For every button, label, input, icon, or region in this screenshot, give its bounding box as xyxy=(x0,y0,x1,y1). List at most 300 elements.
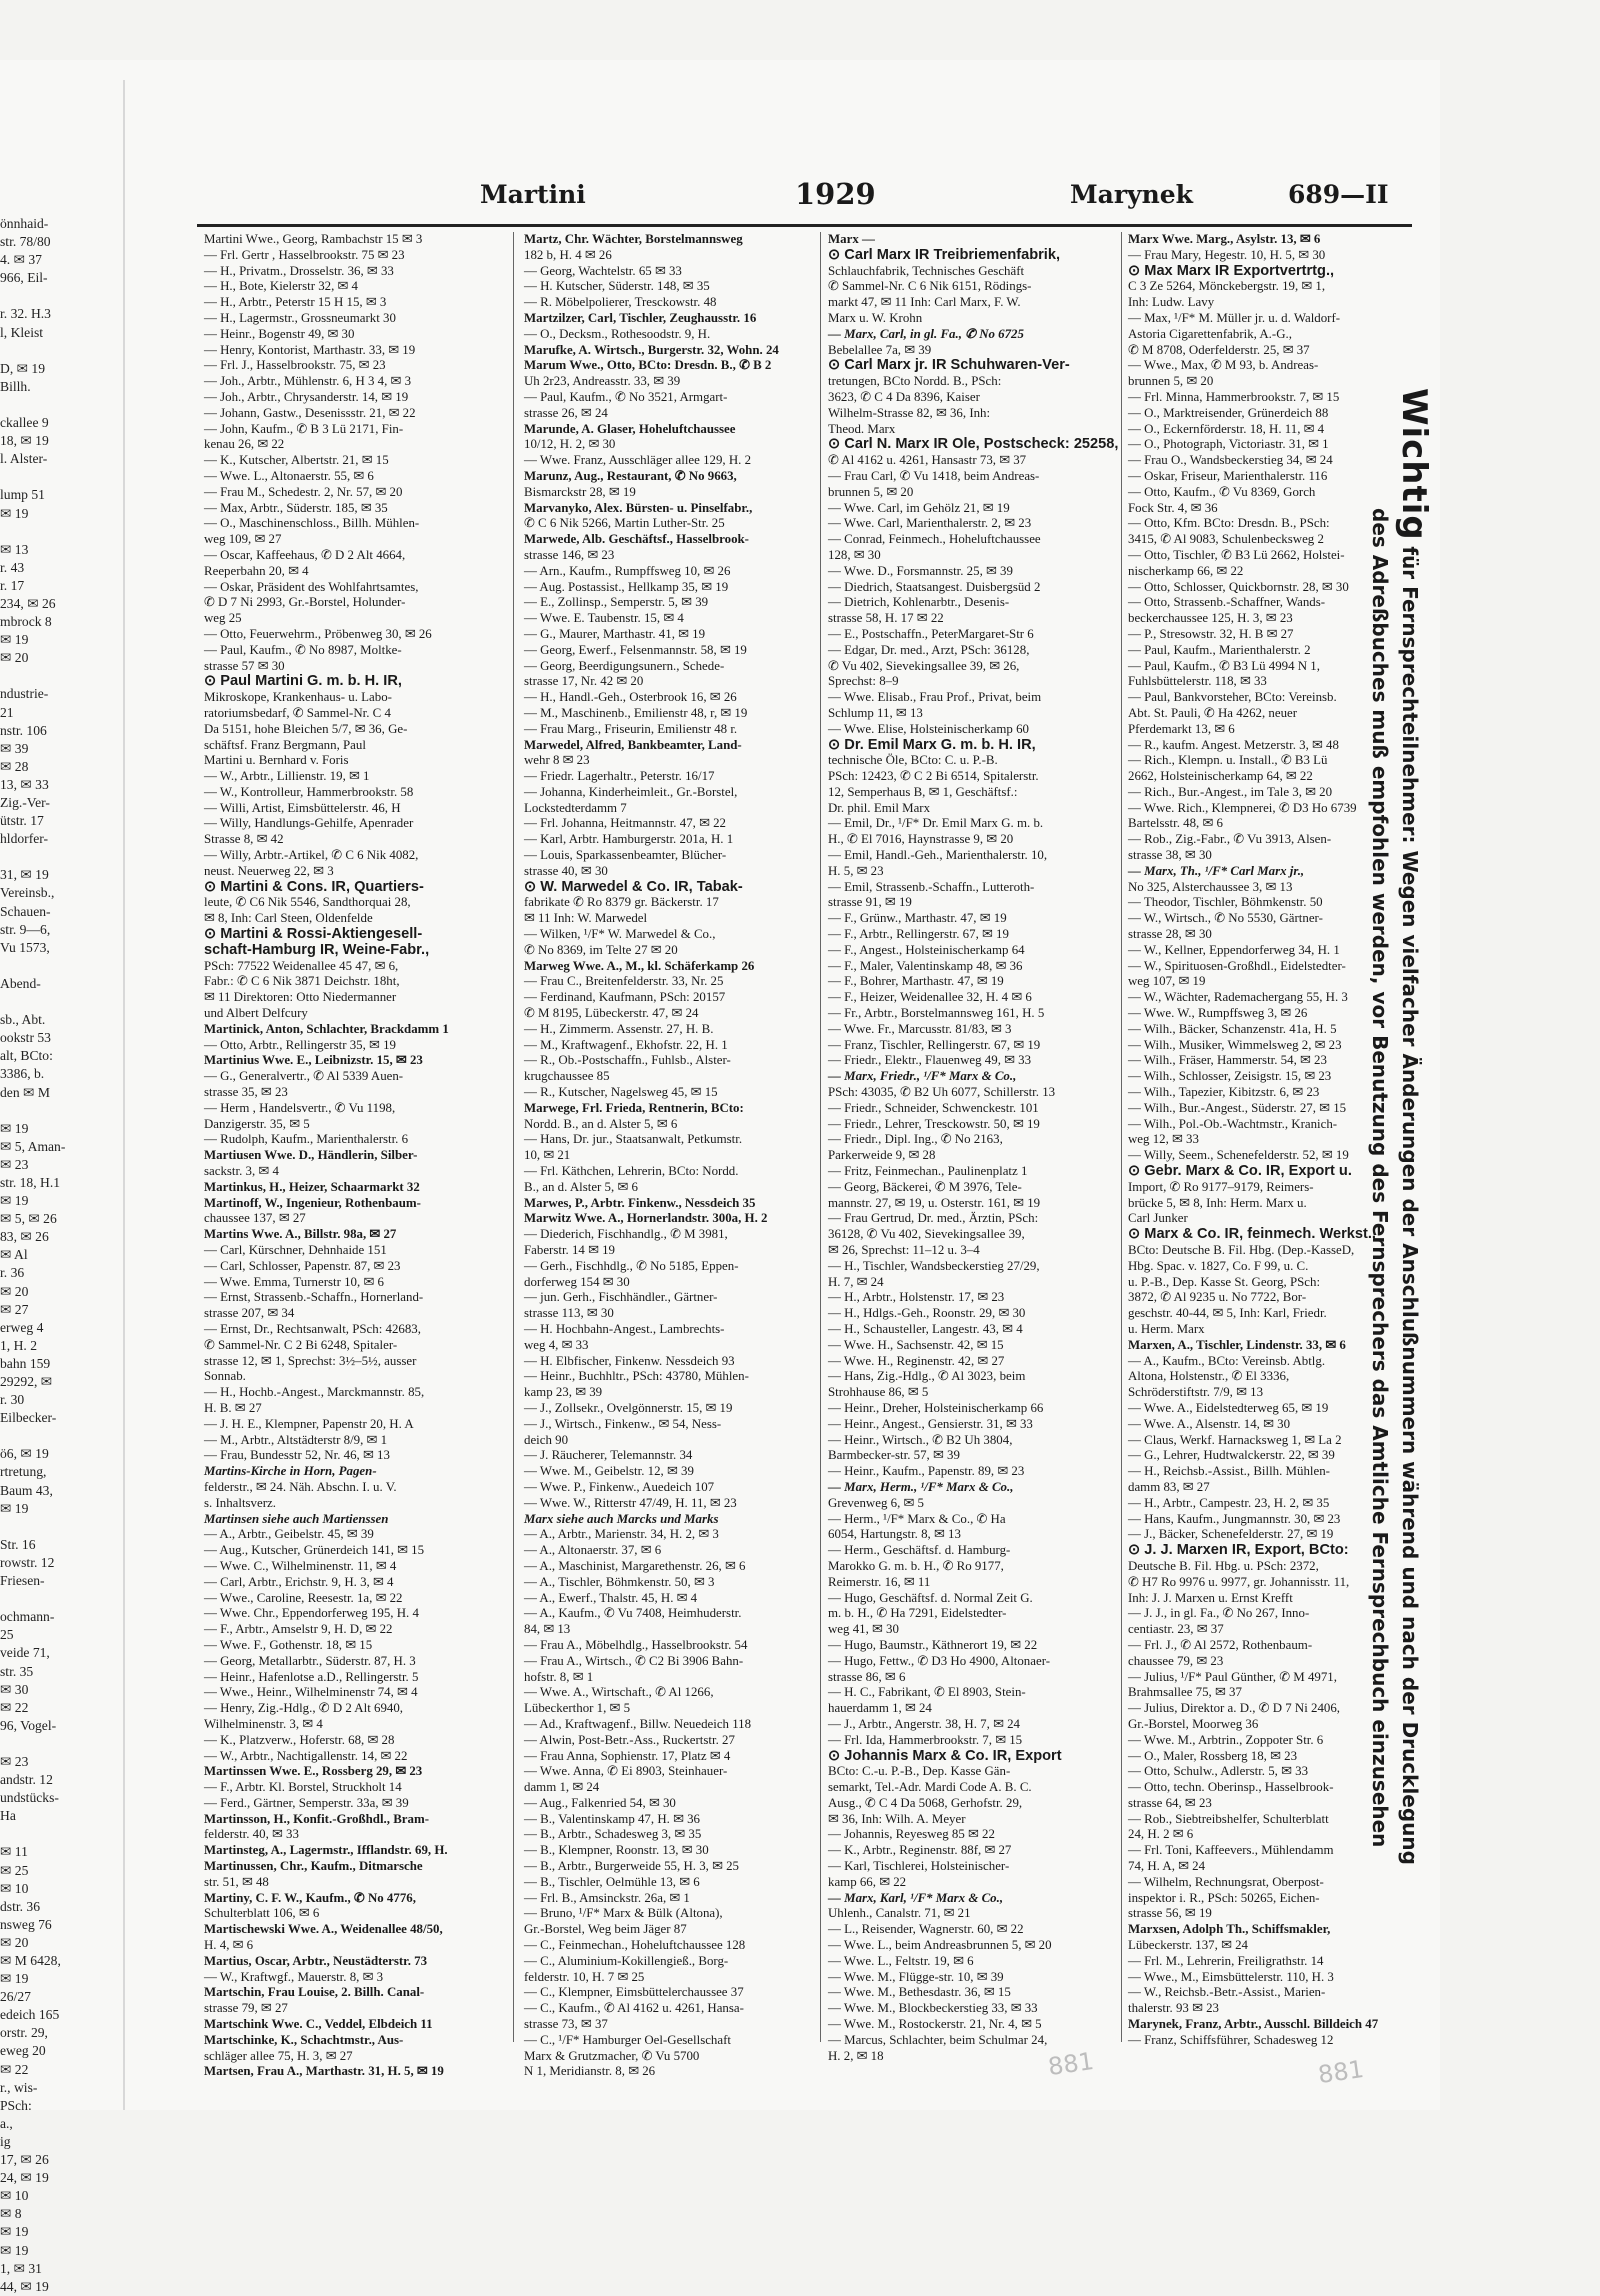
entry-heading: Martinsen siehe auch Martienssen xyxy=(204,1511,389,1526)
entry-line: Astoria Cigarettenfabrik, A.-G., xyxy=(1128,326,1292,341)
entry-line: — Dietrich, Kohlenarbtr., Desenis- xyxy=(828,595,1010,610)
fragment-line xyxy=(0,1102,62,1120)
entry-line: — Conrad, Feinmech., Hoheluftchaussee xyxy=(828,532,1041,547)
entry-line: — P., Stresowstr. 32, H. B ✉ 27 xyxy=(1128,626,1294,641)
side-notice-heading: Wichtig xyxy=(1394,388,1434,541)
entry-line: — Carl, Kürschner, Dehnhaide 151 xyxy=(204,1243,387,1257)
entry-line: — C., Kaufm., ✆ Al 4162 u. 4261, Hansa- xyxy=(524,2001,744,2016)
entry-line: — Heinr., Bogenstr 49, ✉ 30 xyxy=(204,326,355,341)
entry-line: — Frau C., Breitenfelderstr. 33, Nr. 25 xyxy=(524,974,724,989)
entry-line: — G., Maurer, Marthastr. 41, ✉ 19 xyxy=(524,626,706,641)
entry-line: — Wwe. Fr., Marcusstr. 81/83, ✉ 3 xyxy=(828,1021,1012,1036)
entry-line: strasse 64, ✉ 23 xyxy=(1128,1795,1212,1810)
fragment-line xyxy=(0,468,62,486)
column-divider xyxy=(513,232,514,2042)
entry-heading: ⊙ Gebr. Marx & Co. IR, Export u. xyxy=(1128,1163,1352,1180)
fragment-line: ✉ 19 xyxy=(0,1500,29,1516)
fragment-line: ✉ 39 xyxy=(0,740,29,756)
entry-line: schäftsf. Franz Bergmann, Paul xyxy=(204,737,366,752)
entry-line: — Rob., Zig.-Fabr., ✆ Vu 3913, Alsen- xyxy=(1128,832,1332,847)
entry-line: — H., Arbtr., Campestr. 23, H. 2, ✉ 35 xyxy=(1128,1495,1330,1510)
entry-line: neust. Neuerweg 22, ✉ 3 xyxy=(204,863,334,878)
entry-line: markt 47, ✉ 11 Inh: Carl Marx, F. W. xyxy=(828,295,1021,310)
entry-line: — K., Kutscher, Albertstr. 21, ✉ 15 xyxy=(204,453,389,468)
fragment-line: r., wis- xyxy=(0,2079,38,2095)
fragment-line xyxy=(0,1735,62,1753)
entry-line: chaussee 79, ✉ 23 xyxy=(1128,1653,1224,1668)
entry-line: brücke 5, ✉ 8, Inh: Herm. Marx u. xyxy=(1128,1195,1307,1210)
entry-line: — Heinr., Kaufm., Papenstr. 89, ✉ 23 xyxy=(828,1464,1025,1479)
fragment-line: r. 30 xyxy=(0,1392,25,1408)
entry-line: — Frl. Käthchen, Lehrerin, BCto: Nordd. xyxy=(524,1164,739,1179)
entry-line: — J. H. E., Klempner, Papenstr 20, H. A xyxy=(204,1416,414,1431)
entry-line: beckerchaussee 125, H. 3, ✉ 23 xyxy=(1128,611,1293,626)
entry-line: 128, ✉ 30 xyxy=(828,547,881,562)
fragment-line: Ha xyxy=(0,1808,16,1824)
entry-line: fabrikate ✆ Ro 8379 gr. Bäckerstr. 17 xyxy=(524,895,719,910)
entry-line: — Gerh., Fischhdlg., ✆ No 5185, Eppen- xyxy=(524,1258,739,1273)
entry-line: Sonnab. xyxy=(204,1369,246,1384)
fragment-line: ndustrie- xyxy=(0,686,49,702)
entry-line: — Wwe. A., Wirtschaft., ✆ Al 1266, xyxy=(524,1685,714,1700)
entry-line: Ausg., ✆ C 4 Da 5068, Gerhofstr. 29, xyxy=(828,1795,1023,1810)
entry-line: ✆ Sammel-Nr. C 2 Bi 6248, Spitaler- xyxy=(204,1337,398,1352)
entry-line: ✉ 8, Inh: Carl Steen, Oldenfelde xyxy=(204,911,373,926)
entry-line: — R. Möbelpolierer, Tresckowstr. 48 xyxy=(524,295,717,310)
entry-line: 84, ✉ 13 xyxy=(524,1622,571,1637)
entry-heading: Martschink Wwe. C., Veddel, Elbdeich 11 xyxy=(204,2017,433,2032)
fragment-line: ütstr. 17 xyxy=(0,813,44,829)
entry-line: ✉ 26, Sprechst: 11–12 u. 3–4 xyxy=(828,1243,980,1257)
entry-line: — Heinr., Hafenlotse a.D., Rellingerstr. 5 xyxy=(204,1669,419,1684)
entry-line: — Hugo, Fettw., ✆ D3 Ho 4900, Altonaer- xyxy=(828,1653,1051,1668)
fragment-line: andstr. 12 xyxy=(0,1772,53,1788)
entry-line: kenau 26, ✉ 22 xyxy=(204,437,285,452)
entry-line: tretungen, BCto Nordd. B., PSch: xyxy=(828,374,1002,389)
entry-heading: Martinius Wwe. E., Leibnizstr. 15, ✉ 23 xyxy=(204,1053,423,1068)
fragment-line: 26/27 xyxy=(0,1989,31,2005)
entry-line: ✆ H7 Ro 9976 u. 9977, gr. Johannisstr. 11, xyxy=(1128,1574,1350,1589)
fragment-line: r. 43 xyxy=(0,559,25,575)
entry-line: — Oscar, Kaffeehaus, ✆ D 2 Alt 4664, xyxy=(204,547,406,562)
entry-line: — Otto, techn. Oberinsp., Hasselbrook- xyxy=(1128,1780,1334,1795)
entry-line: — A., Maschinist, Margarethenstr. 26, ✉ 6 xyxy=(524,1558,746,1573)
entry-line: — O., Decksm., Rothesoodstr. 9, H. xyxy=(524,326,711,341)
fragment-line xyxy=(0,287,62,305)
entry-line: — B., Arbtr., Schadesweg 3, ✉ 35 xyxy=(524,1827,702,1842)
entry-heading: — Marx, Herm., ¹/F* Marx & Co., xyxy=(828,1479,1014,1494)
entry-line: — Otto, Kfm. BCto: Dresdn. B., PSch: xyxy=(1128,516,1330,531)
entry-line: Dr. phil. Emil Marx xyxy=(828,800,931,815)
entry-line: Danzigerstr. 35, ✉ 5 xyxy=(204,1116,310,1131)
entry-line: — Wilh., Bäcker, Schanzenstr. 41a, H. 5 xyxy=(1128,1021,1337,1036)
entry-line: — Frl. J., ✆ Al 2572, Rothenbaum- xyxy=(1128,1637,1313,1652)
entry-line: — Wwe. Elise, Holsteinischerkamp 60 xyxy=(828,721,1029,736)
entry-line: — Frl. Gertr , Hasselbrookstr. 75 ✉ 23 xyxy=(204,247,405,262)
entry-line: — Oskar, Friseur, Marienthalerstr. 116 xyxy=(1128,468,1328,483)
entry-line: — Marcus, Schlachter, beim Schulmar 24, xyxy=(828,2032,1048,2047)
entry-line: weg 4, ✉ 33 xyxy=(524,1337,589,1352)
entry-line: — Henry, Zig.-Hdlg., ✆ D 2 Alt 6940, xyxy=(204,1701,404,1716)
entry-line: Da 5151, hohe Bleichen 5/7, ✉ 36, Ge- xyxy=(204,721,408,736)
fragment-line: ckallee 9 xyxy=(0,415,49,431)
fragment-line: 1, H. 2 xyxy=(0,1337,38,1353)
entry-line: mannstr. 27, ✉ 19, u. Osterstr. 161, ✉ 19 xyxy=(828,1195,1041,1210)
fragment-line: ✉ 5, Aman- xyxy=(0,1138,66,1154)
entry-line: — Fr., Arbtr., Borstelmannsweg 161, H. 5 xyxy=(828,1006,1045,1021)
entry-line: — Friedr., Dipl. Ing., ✆ No 2163, xyxy=(828,1132,1003,1147)
entry-line: strasse 38, ✉ 30 xyxy=(1128,848,1212,863)
entry-line: strasse 146, ✉ 23 xyxy=(524,547,615,562)
entry-line: — Carl, Schlosser, Papenstr. 87, ✉ 23 xyxy=(204,1258,401,1273)
entry-line: — H., Privatm., Drosselstr. 36, ✉ 33 xyxy=(204,263,394,278)
fragment-line: 96, Vogel- xyxy=(0,1717,57,1733)
entry-line: — Johanna, Kinderheimleit., Gr.-Borstel, xyxy=(524,784,738,799)
entry-line: Strasse 8, ✉ 42 xyxy=(204,832,284,847)
entry-line: m. b. H., ✆ Ha 7291, Eidelstedter- xyxy=(828,1606,1007,1621)
fragment-line: 24, ✉ 19 xyxy=(0,2170,49,2186)
entry-heading: — Marx, Friedr., ¹/F* Marx & Co., xyxy=(828,1069,1017,1084)
fragment-line: 13, ✉ 33 xyxy=(0,776,49,792)
entry-line: Deutsche B. Fil. Hbg. u. PSch: 2372, xyxy=(1128,1558,1319,1573)
entry-line: — A., Arbtr., Geibelstr. 45, ✉ 39 xyxy=(204,1527,374,1542)
entry-line: PSch: 12423, ✆ C 2 Bi 6514, Spitalerstr. xyxy=(828,769,1039,784)
entry-heading: Martinsteg, A., Lagermstr., Ifflandstr. 69, H. xyxy=(204,1843,448,1858)
entry-line: strasse 86, ✉ 6 xyxy=(828,1669,906,1684)
entry-line: — Otto, Arbtr., Rellingerstr 35, ✉ 19 xyxy=(204,1037,396,1052)
fragment-line: erweg 4 xyxy=(0,1319,44,1335)
entry-line: 36128, ✆ Vu 402, Sievekingsallee 39, xyxy=(828,1227,1025,1242)
entry-line: nischerkamp 66, ✉ 22 xyxy=(1128,563,1244,578)
entry-line: u. P.-B., Dep. Kasse St. Georg, PSch: xyxy=(1128,1274,1321,1289)
entry-line: — Frau M., Schedestr. 2, Nr. 57, ✉ 20 xyxy=(204,484,403,499)
entry-line: Martini u. Bernhard v. Foris xyxy=(204,753,349,768)
entry-line: — B., Arbtr., Burgerweide 55, H. 3, ✉ 25 xyxy=(524,1859,740,1874)
entry-line: — Hugo, Geschäftsf. d. Normal Zeit G. xyxy=(828,1590,1033,1605)
fragment-line: ✉ 19 xyxy=(0,1971,29,1987)
entry-line: — Franz, Tischler, Rellingerstr. 67, ✉ 19 xyxy=(828,1037,1041,1052)
entry-line: Martini Wwe., Georg, Rambachstr 15 ✉ 3 xyxy=(204,232,423,246)
entry-line: PSch: 43035, ✆ B2 Uh 6077, Schillerstr. 13 xyxy=(828,1085,1056,1100)
entry-line: — Georg, Ewerf., Felsenmannstr. 58, ✉ 19 xyxy=(524,642,747,657)
directory-column-2 xyxy=(524,232,779,2079)
entry-line: — A., Ewerf., Thalstr. 45, H. ✉ 4 xyxy=(524,1590,698,1605)
entry-line: ✉ 11 Direktoren: Otto Niedermanner xyxy=(204,990,397,1005)
fragment-line: ✉ 28 xyxy=(0,758,29,774)
entry-line: Grevenweg 6, ✉ 5 xyxy=(828,1495,924,1510)
entry-line: — F., Arbtr., Amselstr 9, H. D, ✉ 22 xyxy=(204,1622,393,1637)
fragment-line: 29292, ✉ xyxy=(0,1374,53,1389)
entry-heading: Marwedel, Alfred, Bankbeamter, Land- xyxy=(524,737,742,752)
entry-line: — O., Maschinenschloss., Billh. Mühlen- xyxy=(204,516,420,531)
fragment-line: edeich 165 xyxy=(0,2007,60,2023)
entry-line: — W., Kontrolleur, Hammerbrookstr. 58 xyxy=(204,784,414,799)
entry-line: — Frau O., Wandsbeckerstieg 34, ✉ 24 xyxy=(1128,453,1333,468)
entry-line: 2662, Holsteinischerkamp 64, ✉ 22 xyxy=(1128,769,1313,784)
entry-line: — A., Arbtr., Marienstr. 34, H. 2, ✉ 3 xyxy=(524,1527,719,1542)
fragment-line: mbrock 8 xyxy=(0,614,52,630)
entry-heading: ⊙ Carl Marx jr. IR Schuhwaren-Ver- xyxy=(828,357,1070,374)
entry-line: Altona, Holstenstr., ✆ El 3336, xyxy=(1128,1369,1290,1384)
entry-heading: Martzilzer, Carl, Tischler, Zeughausstr. 16 xyxy=(524,310,757,325)
entry-line: Abt. St. Pauli, ✆ Ha 4262, neuer xyxy=(1128,705,1298,720)
entry-line: — Rich., Klempn. u. Install., ✆ B3 Lü xyxy=(1128,753,1328,768)
fragment-line: ö6, ✉ 19 xyxy=(0,1446,49,1462)
entry-heading: Marynek, Franz, Arbtr., Ausschl. Billdeich 47 xyxy=(1128,2017,1379,2032)
entry-heading: ⊙ Marx & Co. IR, feinmech. Werkst., xyxy=(1128,1226,1376,1243)
entry-line: Marx & Grutzmacher, ✆ Vu 5700 xyxy=(524,2048,700,2063)
entry-line: — Georg, Wachtelstr. 65 ✉ 33 xyxy=(524,263,682,278)
entry-line: — J., Zollsekr., Ovelgönnerstr. 15, ✉ 19 xyxy=(524,1400,733,1415)
fragment-line: r. 36 xyxy=(0,1265,25,1281)
entry-line: — Wwe. H., Sachsenstr. 42, ✉ 15 xyxy=(828,1337,1004,1352)
entry-line: ✆ Vu 402, Sievekingsallee 39, ✉ 26, xyxy=(828,658,1020,673)
entry-line: Wilhelminenstr. 3, ✉ 4 xyxy=(204,1716,323,1731)
entry-line: — Paul, Kaufm., ✆ No 8987, Moltke- xyxy=(204,642,402,657)
entry-line: — Wilh., Musiker, Wimmelsweg 2, ✉ 23 xyxy=(1128,1037,1342,1052)
entry-line: — Otto, Kaufm., ✆ Vu 8369, Gorch xyxy=(1128,484,1316,499)
entry-line: Gr.-Borstel, Moorweg 36 xyxy=(1128,1716,1259,1731)
entry-line: Strohhause 86, ✉ 5 xyxy=(828,1385,929,1400)
fragment-line: lump 51 xyxy=(0,487,45,503)
side-notice xyxy=(1368,388,1434,1978)
entry-line: — Wwe. P., Finkenw., Auedeich 107 xyxy=(524,1479,715,1494)
entry-line: H., ✆ El 7016, Haynstrasse 9, ✉ 20 xyxy=(828,832,1014,847)
entry-line: Inh: Ludw. Lavy xyxy=(1128,295,1215,310)
header-rule xyxy=(197,224,1412,227)
entry-line: brunnen 5, ✉ 20 xyxy=(828,484,914,499)
entry-line: — Karl, Arbtr. Hamburgerstr. 201a, H. 1 xyxy=(524,832,734,847)
entry-line: — H., Zimmerm. Assenstr. 27, H. B. xyxy=(524,1021,714,1036)
entry-line: — Heinr., Buchhltr., PSch: 43780, Mühlen- xyxy=(524,1369,749,1384)
entry-line: — Frau Mary, Hegestr. 10, H. 5, ✉ 30 xyxy=(1128,247,1326,262)
entry-heading: ⊙ Max Marx IR Exportvertrtg., xyxy=(1128,262,1335,279)
entry-heading: schaft-Hamburg IR, Weine-Fabr., xyxy=(204,941,430,958)
fragment-line xyxy=(0,342,62,360)
entry-line: — L., Reisender, Wagnerstr. 60, ✉ 22 xyxy=(828,1922,1024,1937)
entry-line: — Wwe., M., Eimsbüttelerstr. 110, H. 3 xyxy=(1128,1969,1334,1984)
entry-line: — A., Kaufm., BCto: Vereinsb. Abtlg. xyxy=(1128,1353,1326,1368)
entry-line: und Albert Delfcury xyxy=(204,1006,308,1021)
fragment-line: ✉ 20 xyxy=(0,1934,29,1950)
entry-line: — Friedr., Lehrer, Tresckowstr. 50, ✉ 19 xyxy=(828,1116,1040,1131)
entry-line: Uh 2r23, Andreasstr. 33, ✉ 39 xyxy=(524,374,681,389)
fragment-line xyxy=(0,957,62,975)
entry-line: — Joh., Arbtr., Chrysanderstr. 14, ✉ 19 xyxy=(204,389,409,404)
entry-line: weg 25 xyxy=(204,611,242,626)
fragment-line: PSch: xyxy=(0,2097,32,2113)
fragment-line: ochmann- xyxy=(0,1609,55,1625)
entry-line: — Georg, Metallarbtr., Süderstr. 87, H. 3 xyxy=(204,1653,416,1668)
fragment-line: ookstr 53 xyxy=(0,1030,51,1046)
entry-line: kamp 66, ✉ 22 xyxy=(828,1874,907,1889)
entry-heading: ⊙ Johannis Marx & Co. IR, Export xyxy=(828,1747,1062,1764)
entry-line: — Wwe. F., Gothenstr. 18, ✉ 15 xyxy=(204,1637,373,1652)
entry-line: — Wwe. M., Bethesdastr. 36, ✉ 15 xyxy=(828,1985,1011,2000)
entry-heading: Marunde, A. Glaser, Hoheluftchaussee xyxy=(524,421,736,436)
entry-line: Parkerweide 9, ✉ 28 xyxy=(828,1148,936,1163)
fragment-line: ✉ Al xyxy=(0,1247,28,1263)
page-header xyxy=(190,177,1410,220)
fragment-line: Vereinsb., xyxy=(0,885,55,901)
fragment-line: nstr. 106 xyxy=(0,722,47,738)
entry-line: — Aug. Postassist., Hellkamp 35, ✉ 19 xyxy=(524,579,729,594)
entry-heading: Martiny, C. F. W., Kaufm., ✆ No 4776, xyxy=(204,1890,416,1905)
entry-line: H. 4, ✉ 6 xyxy=(204,1938,254,1953)
entry-line: — F., Arbtr. Kl. Borstel, Struckholt 14 xyxy=(204,1780,402,1795)
entry-line: damm 1, ✉ 24 xyxy=(524,1780,600,1795)
entry-line: — Wwe. M., Flügge-str. 10, ✉ 39 xyxy=(828,1969,1004,1984)
entry-line: — H., Tischler, Wandsbeckerstieg 27/29, xyxy=(828,1258,1040,1273)
entry-line: — Wwe. E. Taubenstr. 15, ✉ 4 xyxy=(524,611,684,626)
fragment-line: eweg 20 xyxy=(0,2043,46,2059)
fragment-line: Schauen- xyxy=(0,903,51,919)
entry-line: — Wwe. M., Rostockerstr. 21, Nr. 4, ✉ 5 xyxy=(828,2017,1042,2032)
entry-line: Bebelallee 7a, ✉ 39 xyxy=(828,342,932,357)
fragment-line xyxy=(0,1825,62,1843)
entry-line: — B., Klempner, Roonstr. 13, ✉ 30 xyxy=(524,1843,709,1858)
fragment-line: ✉ 10 xyxy=(0,1880,29,1896)
entry-line: — Wilhelm, Rechnungsrat, Oberpost- xyxy=(1128,1874,1324,1889)
entry-line: — Ferdinand, Kaufmann, PSch: 20157 xyxy=(524,990,726,1005)
directory-column-1 xyxy=(204,232,456,2079)
entry-line: — Alwin, Post-Betr.-Ass., Ruckertstr. 27 xyxy=(524,1732,735,1747)
fragment-line: önnhaid- xyxy=(0,216,49,231)
entry-line: — Rob., Siebtreibshelfer, Schulterblatt xyxy=(1128,1811,1329,1826)
entry-heading: Martinick, Anton, Schlachter, Brackdamm 1 xyxy=(204,1021,449,1036)
entry-line: — C., Feinmechan., Hoheluftchaussee 128 xyxy=(524,1938,746,1953)
entry-line: — Paul, Bankvorsteher, BCto: Vereinsb. xyxy=(1128,690,1337,705)
entry-line: — Otto, Feuerwehrm., Pröbenweg 30, ✉ 26 xyxy=(204,626,432,641)
entry-line: — J. J., in gl. Fa., ✆ No 267, Inno- xyxy=(1128,1606,1310,1621)
fragment-line: 25 xyxy=(0,1627,14,1643)
entry-line: 182 b, H. 4 ✉ 26 xyxy=(524,247,612,262)
entry-line: Schröderstiftstr. 7/9, ✉ 13 xyxy=(1128,1385,1264,1400)
entry-heading: Marunz, Aug., Restaurant, ✆ No 9663, xyxy=(524,468,737,483)
entry-line: — Friedr., Elektr., Flauenweg 49, ✉ 33 xyxy=(828,1053,1032,1068)
entry-line: — Paul, Kaufm., Marienthalerstr. 2 xyxy=(1128,642,1311,657)
entry-line: — Wwe. A., Alsenstr. 14, ✉ 30 xyxy=(1128,1416,1291,1431)
entry-line: Schlauchfabrik, Technisches Geschäft xyxy=(828,263,1025,278)
entry-heading: Marx — xyxy=(828,232,875,246)
entry-line: Barmbecker-str. 57, ✉ 39 xyxy=(828,1448,960,1463)
fragment-line: r. 17 xyxy=(0,577,25,593)
entry-line: B., an d. Alster 5, ✉ 6 xyxy=(524,1179,638,1194)
entry-line: strasse 12, ✉ 1, Sprechst: 3½–5½, ausser xyxy=(204,1353,417,1368)
entry-line: — B., Tischler, Oelmühle 13, ✉ 6 xyxy=(524,1874,700,1889)
entry-line: leute, ✆ C6 Nik 5546, Sandthorquai 28, xyxy=(204,895,411,910)
entry-line: — Wwe. L., Altonaerstr. 55, ✉ 6 xyxy=(204,468,374,483)
header-page-number: 689—II xyxy=(1288,180,1389,209)
entry-line: C 3 Ze 5264, Mönckebergstr. 19, ✉ 1, xyxy=(1128,279,1326,294)
fragment-line: str. 78/80 xyxy=(0,234,51,250)
entry-line: — W., Wächter, Rademachergang 55, H. 3 xyxy=(1128,990,1348,1005)
entry-line: ✉ 11 Inh: W. Marwedel xyxy=(524,911,648,926)
entry-line: Reeperbahn 20, ✉ 4 xyxy=(204,563,309,578)
entry-line: — H., Handl.-Geh., Osterbrook 16, ✉ 26 xyxy=(524,690,737,705)
entry-line: — H., Arbtr., Holstenstr. 17, ✉ 23 xyxy=(828,1290,1005,1305)
fragment-line: alt, BCto: xyxy=(0,1048,53,1064)
entry-line: felderstr. 10, H. 7 ✉ 25 xyxy=(524,1969,645,1984)
entry-line: deich 90 xyxy=(524,1432,569,1447)
entry-line: — H., Schausteller, Langestr. 43, ✉ 4 xyxy=(828,1321,1023,1336)
entry-line: — C., Klempner, Eimsbüttelerchaussee 37 xyxy=(524,1985,744,2000)
entry-line: — Julius, ¹/F* Paul Günther, ✆ M 4971, xyxy=(1128,1669,1337,1684)
header-year: 1929 xyxy=(795,177,876,211)
fragment-line: l. Alster- xyxy=(0,451,48,467)
entry-line: — Wilh., Schlosser, Zeisigstr. 15, ✉ 23 xyxy=(1128,1069,1332,1084)
fragment-line: 4. ✉ 37 xyxy=(0,252,42,268)
entry-line: brunnen 5, ✉ 20 xyxy=(1128,374,1214,389)
entry-line: — Friedr., Schneider, Schwenckestr. 101 xyxy=(828,1100,1039,1115)
entry-line: — F., Heizer, Weidenallee 32, H. 4 ✉ 6 xyxy=(828,990,1032,1005)
entry-line: felderstr., ✉ 24. Näh. Abschn. I. u. V. xyxy=(204,1479,397,1494)
fragment-line: 3386, b. xyxy=(0,1066,45,1082)
entry-line: — Frau Anna, Sophienstr. 17, Platz ✉ 4 xyxy=(524,1748,731,1763)
entry-line: — O., Marktreisender, Grünerdeich 88 xyxy=(1128,405,1329,420)
entry-heading: ⊙ Carl Marx IR Treibriemenfabrik, xyxy=(828,246,1061,263)
fragment-line: ✉ 19 xyxy=(0,2242,29,2258)
entry-line: str. 51, ✉ 48 xyxy=(204,1874,269,1889)
entry-line: strasse 91, ✉ 19 xyxy=(828,895,912,910)
fragment-line: 1, ✉ 31 xyxy=(0,2260,42,2276)
fragment-line: 83, ✉ 26 xyxy=(0,1229,49,1245)
entry-line: 74, H. A, ✉ 24 xyxy=(1128,1859,1206,1874)
entry-line: 12, Semperhaus B, ✉ 1, Geschäftsf.: xyxy=(828,784,1018,799)
entry-line: technische Öle, BCto: C. u. P.-B. xyxy=(828,753,998,768)
entry-line: ✆ Sammel-Nr. C 6 Nik 6151, Rödings- xyxy=(828,279,1032,294)
fragment-line xyxy=(0,1518,62,1536)
fragment-line: ✉ 8 xyxy=(0,2206,22,2222)
entry-line: weg 41, ✉ 30 xyxy=(828,1622,899,1637)
fragment-line xyxy=(0,667,62,685)
entry-line: — Henry, Kontorist, Marthastr. 33, ✉ 19 xyxy=(204,342,416,357)
entry-line: — Hans, Dr. jur., Staatsanwalt, Petkumstr. xyxy=(524,1132,743,1147)
entry-line: krugchaussee 85 xyxy=(524,1069,610,1084)
fragment-line: 966, Eil- xyxy=(0,270,48,286)
entry-line: Marokko G. m. b. H., ✆ Ro 9177, xyxy=(828,1558,1004,1573)
fragment-line: rowstr. 12 xyxy=(0,1554,55,1570)
entry-line: s. Inhaltsverz. xyxy=(204,1495,276,1510)
entry-heading: Martius, Oscar, Arbtr., Neustädterstr. 73 xyxy=(204,1953,428,1968)
fragment-line: den ✉ M xyxy=(0,1084,50,1100)
entry-heading: Marx siehe auch Marcks und Marks xyxy=(524,1511,719,1526)
column-divider xyxy=(1121,232,1122,2042)
entry-line: — Wwe. M., Arbtrin., Zoppoter Str. 6 xyxy=(1128,1732,1324,1747)
entry-line: strasse 35, ✉ 23 xyxy=(204,1085,288,1100)
entry-heading: Marwege, Frl. Frieda, Rentnerin, BCto: xyxy=(524,1100,744,1115)
entry-heading: Martischewski Wwe. A., Weidenallee 48/50, xyxy=(204,1922,443,1937)
entry-line: Lübeckerthor 1, ✉ 5 xyxy=(524,1701,631,1716)
fragment-line: ✉ 27 xyxy=(0,1301,29,1317)
entry-heading: ⊙ Paul Martini G. m. b. H. IR, xyxy=(204,673,402,690)
entry-line: u. Herm. Marx xyxy=(1128,1321,1205,1336)
entry-line: ✆ No 8369, im Telte 27 ✉ 20 xyxy=(524,942,678,957)
entry-line: Brahmsallee 75, ✉ 37 xyxy=(1128,1685,1242,1700)
entry-line: — Willi, Artist, Eimsbüttelerstr. 46, H xyxy=(204,800,401,815)
entry-line: — Wwe. Carl, im Gehölz 21, ✉ 19 xyxy=(828,500,1010,515)
fragment-line: undstücks- xyxy=(0,1790,59,1806)
side-notice-line-2: des Adreßbuches muß empfohlen werden, vor Benutzung des Fernsprechers das Amtliche Fernsprechbuch einzusehen xyxy=(1368,508,1392,1848)
entry-line: strasse 57 ✉ 30 xyxy=(204,658,285,673)
fragment-line: ✉ 25 xyxy=(0,1862,29,1878)
entry-line: — Hans, Kaufm., Jungmannstr. 30, ✉ 23 xyxy=(1128,1511,1341,1526)
fragment-line: ig xyxy=(0,2133,11,2149)
entry-line: — Heinr., Wirtsch., ✆ B2 Uh 3804, xyxy=(828,1432,1013,1447)
entry-line: dorferweg 154 ✉ 30 xyxy=(524,1274,630,1289)
entry-line: — Oskar, Präsident des Wohlfahrtsamtes, xyxy=(204,579,419,594)
fragment-line xyxy=(0,523,62,541)
